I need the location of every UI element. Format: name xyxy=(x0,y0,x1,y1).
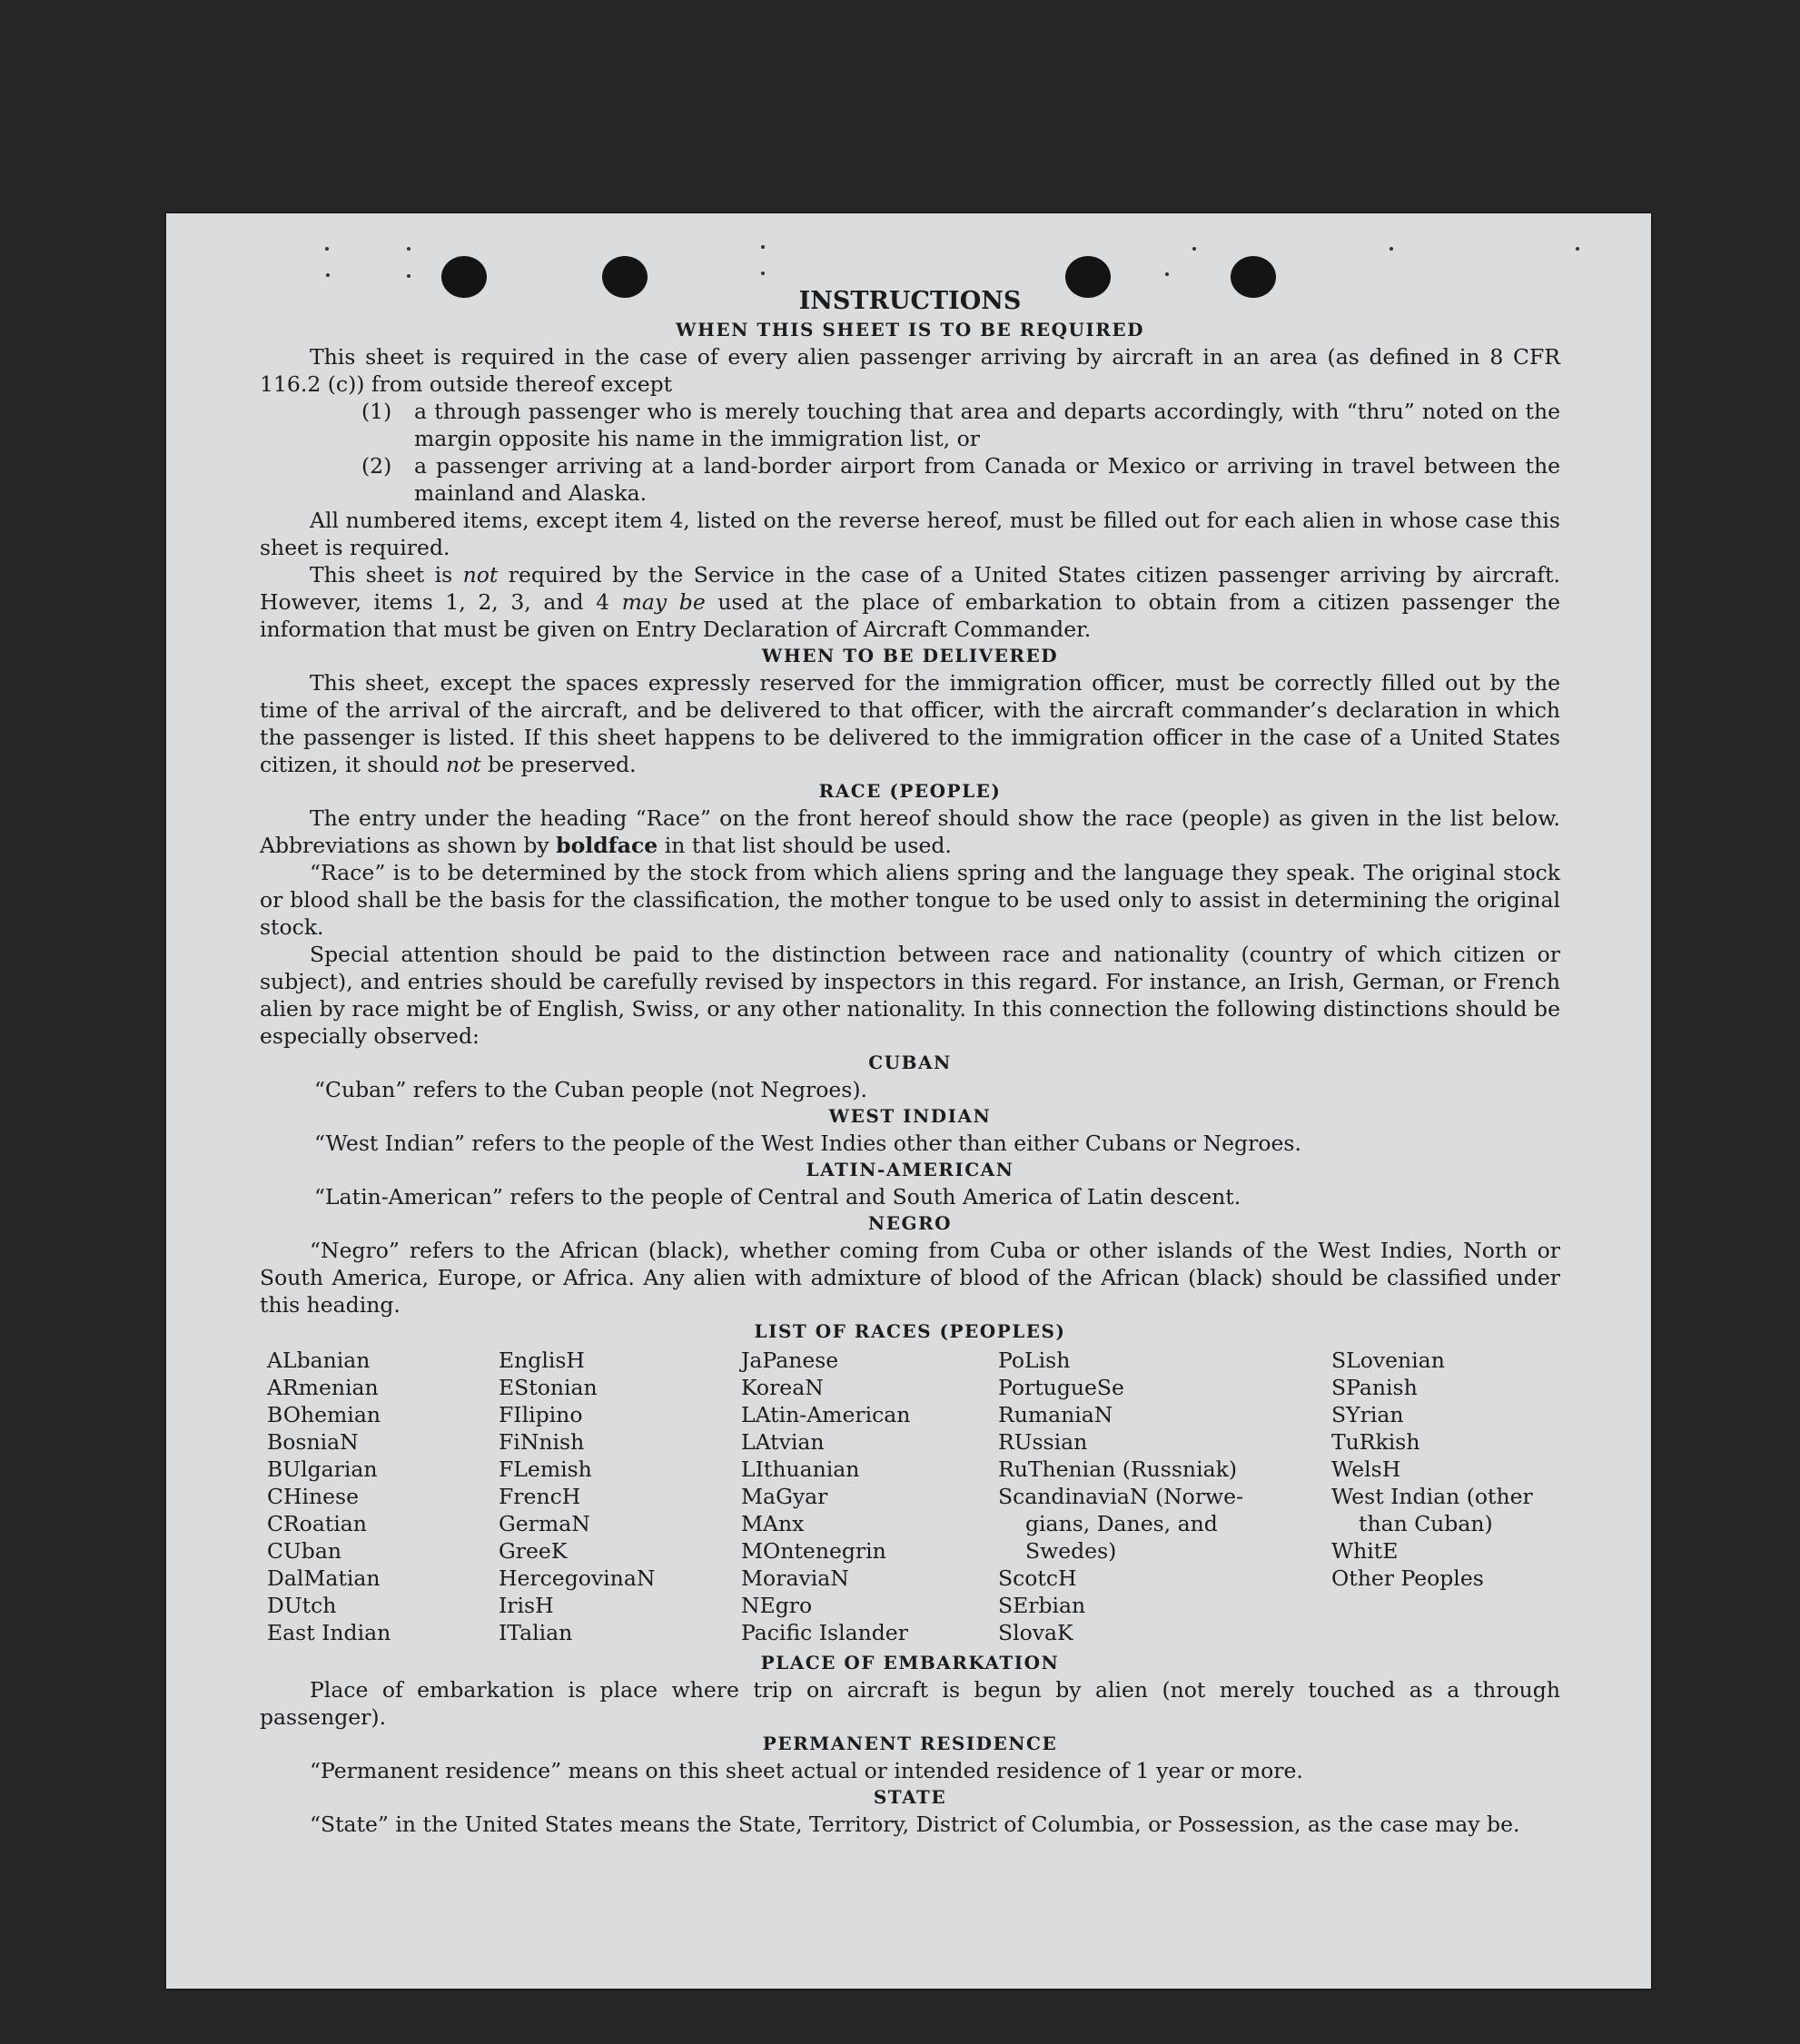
race-entry: MoraviaN xyxy=(741,1565,849,1591)
section-heading-list-of-races: LIST OF RACES (PEOPLES) xyxy=(754,1320,1066,1342)
section-heading-embarkation: PLACE OF EMBARKATION xyxy=(760,1652,1060,1674)
section-heading-race: RACE (PEOPLE) xyxy=(818,780,1002,802)
text-run: in that list should be used. xyxy=(658,833,952,858)
item-text: a passenger arriving at a land-border airport from Canada or Mexico or arriving in travel between the mainland and Alaska. xyxy=(414,453,1560,506)
race-entry: SlovaK xyxy=(998,1620,1073,1645)
race-entry-continued: gians, Danes, and xyxy=(1025,1511,1218,1536)
race-entry: CRoatian xyxy=(267,1511,367,1536)
race-entry: GermaN xyxy=(499,1511,590,1536)
race-entry: SPanish xyxy=(1331,1375,1418,1400)
exception-item-2 xyxy=(361,452,1560,507)
race-entry: FrencH xyxy=(499,1484,581,1509)
text-run: The entry under the heading “Race” on the front hereof should show the race (people) as given in the list below. Abbreviations as shown by xyxy=(260,805,1560,858)
dust-speck xyxy=(1576,247,1579,251)
race-entry: HercegovinaN xyxy=(499,1565,656,1591)
paragraph-required-intro: This sheet is required in the case of every alien passenger arriving by aircraft in an area (as defined in 8 CFR 116.2 (c)) from outside thereof except xyxy=(260,344,1560,397)
definition-west-indian: “West Indian” refers to the people of the West Indies other than either Cubans or Negroes. xyxy=(314,1131,1301,1156)
section-heading-west-indian: WEST INDIAN xyxy=(828,1105,992,1127)
dust-speck xyxy=(1165,272,1169,276)
race-entry: LAtin-American xyxy=(741,1402,911,1427)
races-column-4 xyxy=(998,1347,1331,1646)
race-entry: IrisH xyxy=(499,1593,554,1618)
text-run: This sheet, except the spaces expressly reserved for the immigration officer, must be correctly filled out by the time of the arrival of the aircraft, and be delivered to that officer, with the aircraft commander’s declaration in which the passenger is listed. If this sheet happens to be delivered to the immigration officer in the case of a United States citizen, it should xyxy=(260,670,1560,777)
text-run: required by the Service in the case of a United States citizen passenger arriving by aircraft. However, items 1, 2, 3, and 4 xyxy=(260,562,1560,615)
paragraph-citizen xyxy=(260,561,1560,643)
race-entry: ScandinaviaN (Norwe- xyxy=(998,1484,1244,1509)
race-entry: FLemish xyxy=(499,1456,592,1482)
section-heading-permanent-residence: PERMANENT RESIDENCE xyxy=(762,1733,1058,1754)
text-run: used at the place of embarkation to obtain from a citizen passenger the information that must be given on Entry Declaration of Aircraft Commander. xyxy=(260,589,1561,642)
page-title: INSTRUCTIONS xyxy=(798,287,1022,315)
section-heading-when-delivered: WHEN TO BE DELIVERED xyxy=(761,645,1059,667)
paragraph-race-entry xyxy=(260,805,1560,859)
race-entry: ARmenian xyxy=(267,1375,379,1400)
races-column-3 xyxy=(741,1347,998,1646)
section-heading-when-required: WHEN THIS SHEET IS TO BE REQUIRED xyxy=(676,319,1144,341)
race-entry: BUlgarian xyxy=(267,1456,378,1482)
race-entry: CUban xyxy=(267,1538,341,1564)
race-entry: FiNnish xyxy=(499,1429,585,1455)
dust-speck xyxy=(407,274,410,278)
dust-speck xyxy=(761,272,765,275)
item-text: a through passenger who is merely touching that area and departs accordingly, with “thru” noted on the margin opposite his name in the immigration list, or xyxy=(414,399,1560,451)
dust-speck xyxy=(325,247,329,251)
italic-text: not xyxy=(445,752,481,777)
dust-speck xyxy=(326,273,330,277)
race-entry: WhitE xyxy=(1331,1538,1399,1564)
races-column-1 xyxy=(260,1347,499,1646)
race-entry: West Indian (other xyxy=(1331,1484,1533,1509)
race-entry: BosniaN xyxy=(267,1429,359,1455)
dust-speck xyxy=(1192,247,1196,251)
exception-item-1 xyxy=(361,398,1560,452)
definition-embarkation: Place of embarkation is place where trip on aircraft is begun by alien (not merely touched as a through passenger). xyxy=(260,1677,1560,1730)
definition-negro: “Negro” refers to the African (black), whether coming from Cuba or other islands of the West Indies, North or South America, Europe, or Africa. Any alien with admixture of blood of the African (black) should be classified under this heading. xyxy=(260,1238,1560,1318)
race-entry: MAnx xyxy=(741,1511,805,1536)
races-column-5 xyxy=(1331,1347,1563,1646)
text-run: be preserved. xyxy=(480,752,637,777)
dust-speck xyxy=(1390,247,1393,251)
race-entry: SYrian xyxy=(1331,1402,1404,1427)
definition-state: “State” in the United States means the State, Territory, District of Columbia, or Possession, as the case may be. xyxy=(310,1812,1520,1837)
race-entry: SErbian xyxy=(998,1593,1086,1618)
race-entry: WelsH xyxy=(1331,1456,1401,1482)
races-column-2 xyxy=(499,1347,741,1646)
race-entry-continued: than Cuban) xyxy=(1359,1511,1493,1536)
section-heading-negro: NEGRO xyxy=(867,1212,953,1234)
instructions-content xyxy=(260,286,1560,1838)
italic-text: may be xyxy=(621,589,706,615)
race-entry: RumaniaN xyxy=(998,1402,1113,1427)
race-entry: ScotcH xyxy=(998,1565,1077,1591)
section-heading-cuban: CUBAN xyxy=(868,1052,952,1073)
race-entry: SLovenian xyxy=(1331,1348,1445,1373)
race-entry: LAtvian xyxy=(741,1429,825,1455)
race-entry: Other Peoples xyxy=(1331,1565,1484,1591)
item-number: (1) xyxy=(361,399,392,424)
race-entry: DUtch xyxy=(267,1593,337,1618)
race-entry: PortugueSe xyxy=(998,1375,1124,1400)
race-entry: EnglisH xyxy=(499,1348,585,1373)
race-entry: JaPanese xyxy=(741,1348,839,1373)
item-number: (2) xyxy=(361,453,392,479)
race-entry: ITalian xyxy=(499,1620,573,1645)
definition-latin-american: “Latin-American” refers to the people of Central and South America of Latin descent. xyxy=(314,1184,1241,1210)
italic-text: not xyxy=(462,562,499,588)
paragraph-numbered-items: All numbered items, except item 4, listed on the reverse hereof, must be filled out for each alien in whose case this sheet is required. xyxy=(260,508,1560,560)
race-entry: EStonian xyxy=(499,1375,598,1400)
race-entry: BOhemian xyxy=(267,1402,381,1427)
section-heading-latin-american: LATIN-AMERICAN xyxy=(806,1159,1014,1180)
race-entry: NEgro xyxy=(741,1593,813,1618)
race-entry: FIlipino xyxy=(499,1402,583,1427)
race-entry: RUssian xyxy=(998,1429,1088,1455)
bold-text: boldface xyxy=(556,833,658,858)
race-entry: RuThenian (Russniak) xyxy=(998,1456,1237,1482)
race-entry: Pacific Islander xyxy=(741,1620,908,1645)
section-heading-state: STATE xyxy=(873,1786,947,1808)
race-entry: CHinese xyxy=(267,1484,359,1509)
race-entry: PoLish xyxy=(998,1348,1071,1373)
definition-permanent-residence: “Permanent residence” means on this sheet actual or intended residence of 1 year or more. xyxy=(310,1758,1303,1783)
race-entry-continued: Swedes) xyxy=(1025,1538,1117,1564)
paragraph-delivery xyxy=(260,669,1560,778)
race-entry: LIthuanian xyxy=(741,1456,860,1482)
paragraph-race-stock: “Race” is to be determined by the stock from which aliens spring and the language they speak. The original stock or blood shall be the basis for the classification, the mother tongue to be used only to assist in determining the original stock. xyxy=(260,860,1560,940)
race-entry: DalMatian xyxy=(267,1565,381,1591)
race-entry: KoreaN xyxy=(741,1375,824,1400)
race-entry: TuRkish xyxy=(1331,1429,1420,1455)
race-entry: East Indian xyxy=(267,1620,391,1645)
race-entry: MaGyar xyxy=(741,1484,828,1509)
definition-cuban: “Cuban” refers to the Cuban people (not Negroes). xyxy=(314,1077,868,1102)
races-list xyxy=(260,1347,1560,1646)
text-run: This sheet is xyxy=(310,562,463,588)
document-sheet xyxy=(166,213,1651,1989)
dust-speck xyxy=(761,245,765,249)
dust-speck xyxy=(407,247,410,251)
race-entry: MOntenegrin xyxy=(741,1538,886,1564)
race-entry: GreeK xyxy=(499,1538,568,1564)
race-entry: ALbanian xyxy=(267,1348,371,1373)
paragraph-race-nationality: Special attention should be paid to the distinction between race and nationality (country of which citizen or subject), and entries should be carefully revised by inspectors in this regard. For instance, an Irish, German, or French alien by race might be of English, Swiss, or any other nationality. In this connection the following distinctions should be especially observed: xyxy=(260,942,1560,1049)
